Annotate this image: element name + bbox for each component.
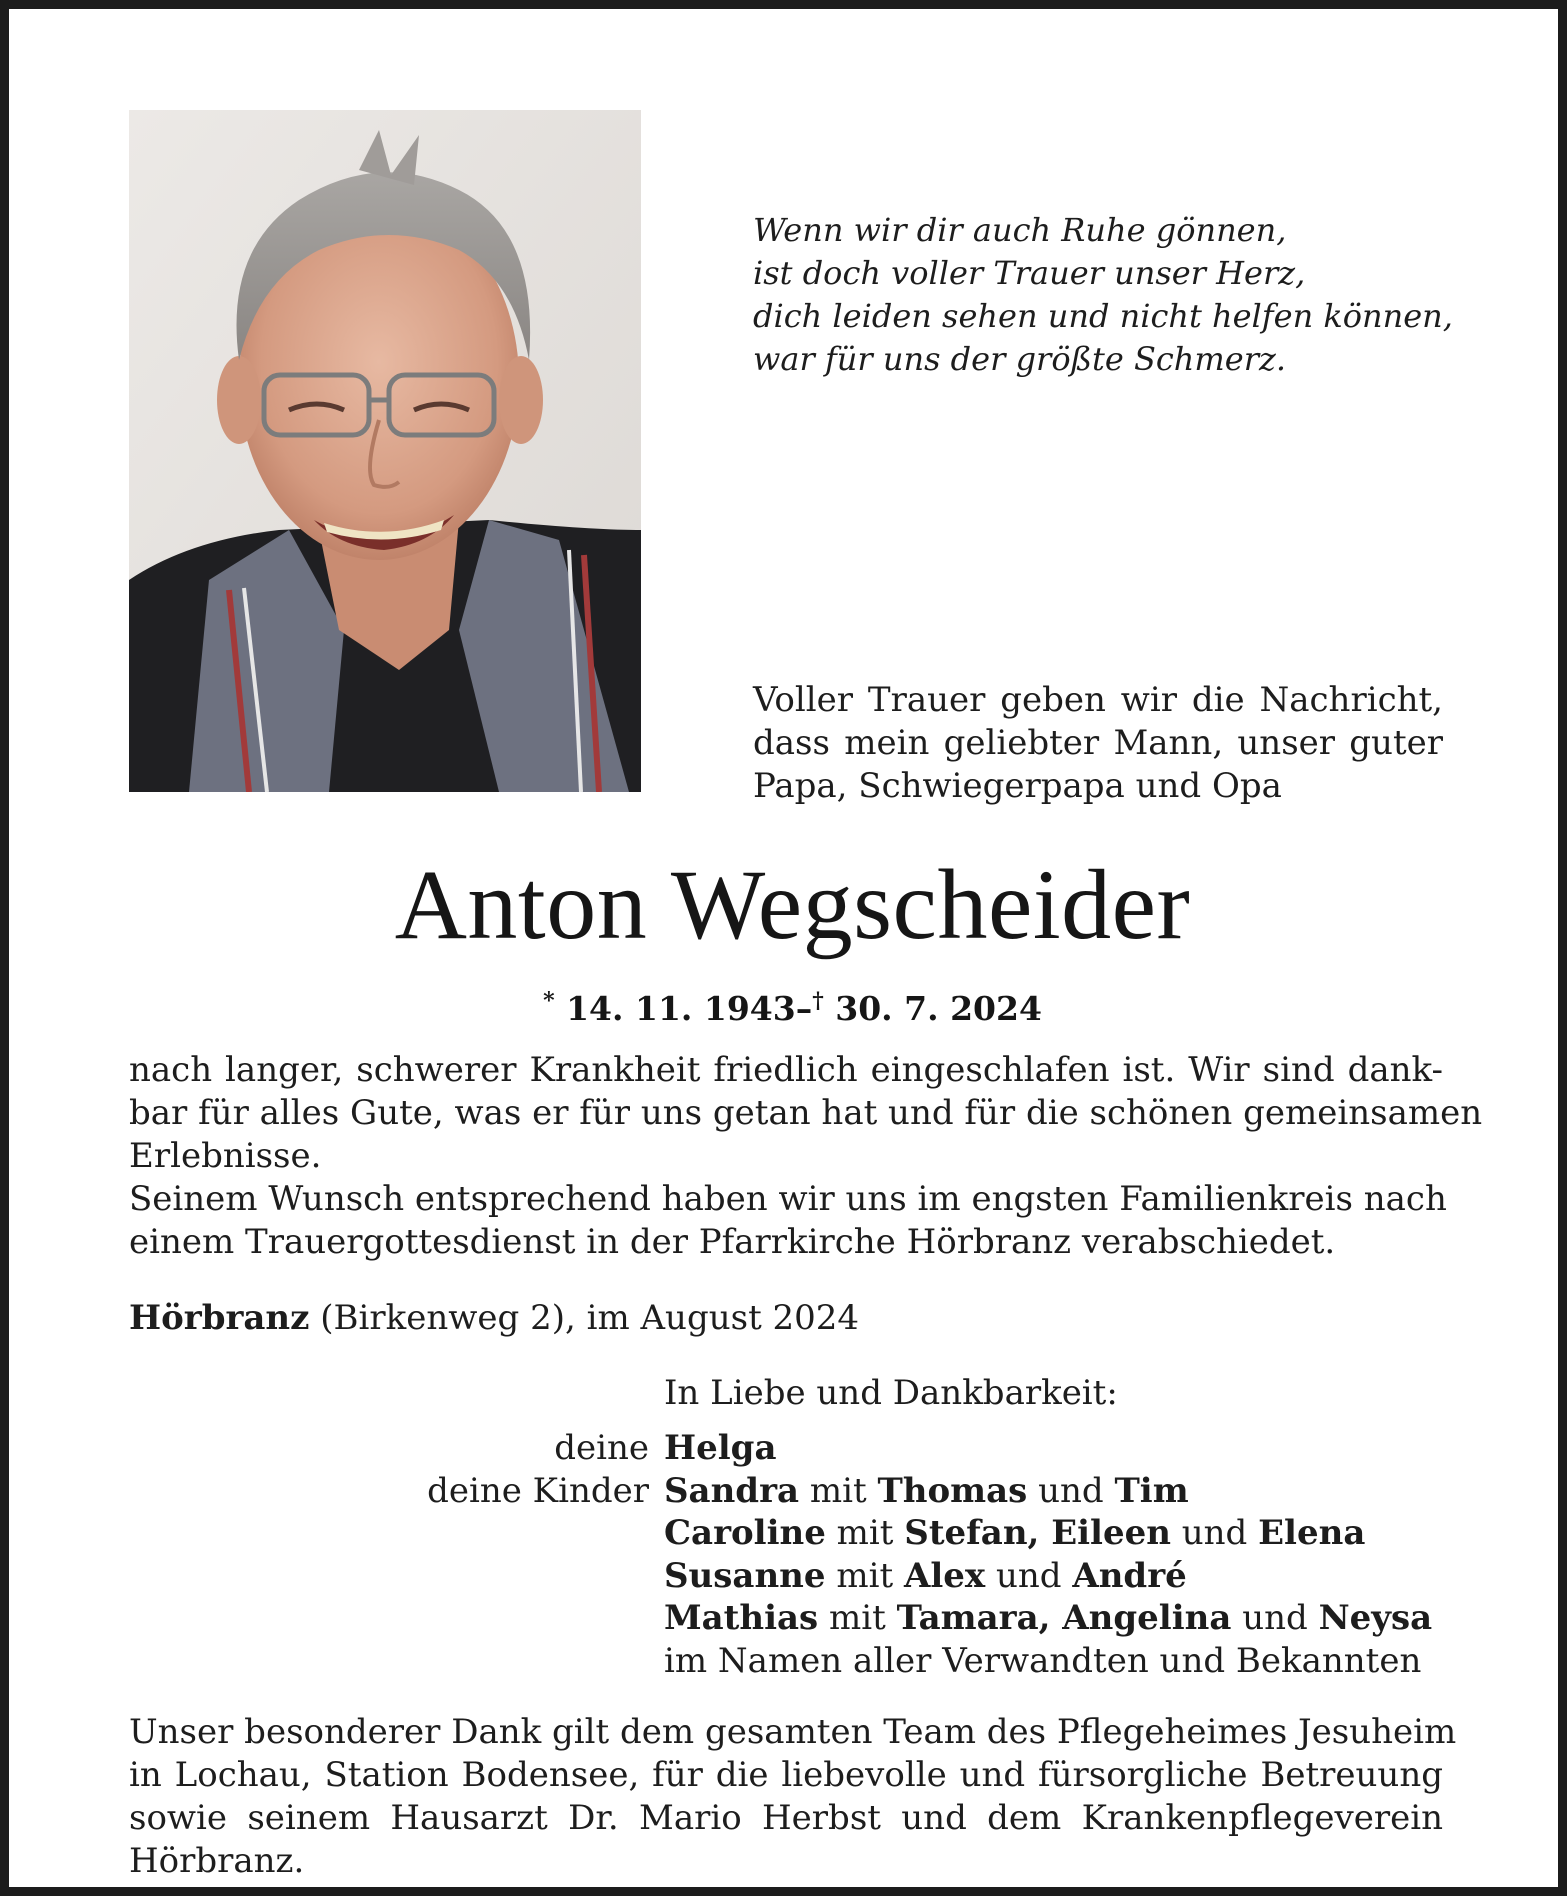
body-line: einem Trauergottesdienst in der Pfarrkirche Hörbranz verabschiedet. — [129, 1222, 1336, 1262]
family-closing: im Namen aller Verwandten und Bekannten — [664, 1640, 1422, 1681]
intro-line: dass mein geliebter Mann, unser guter — [753, 723, 1443, 763]
family-row-child — [9, 1470, 1567, 1513]
poem — [753, 209, 1473, 381]
death-date: 30. 7. 2024 — [835, 989, 1042, 1028]
family-member-name: Thomas — [877, 1470, 1028, 1511]
thanks-line: Unser besonderer Dank gilt dem gesamten Team des Pflegeheimes Jesuheim — [129, 1712, 1457, 1752]
announcement-body — [129, 1049, 1483, 1264]
family-intro: In Liebe und Dankbarkeit: — [664, 1373, 1118, 1413]
connector-text: mit — [818, 1598, 897, 1638]
family-member-name: Neysa — [1318, 1598, 1433, 1638]
poem-line: Wenn wir dir auch Ruhe gönnen, — [753, 211, 1287, 249]
family-row-child — [9, 1512, 1567, 1555]
body-line: Erlebnisse. — [129, 1136, 322, 1176]
acknowledgement — [129, 1711, 1457, 1883]
portrait-image — [129, 110, 641, 792]
birth-symbol: * — [543, 988, 555, 1014]
thanks-line: Hörbranz. — [129, 1841, 305, 1881]
family-member-name: Susanne — [664, 1555, 826, 1596]
poem-line: ist doch voller Trauer unser Herz, — [753, 254, 1306, 292]
date-separator: – — [795, 989, 813, 1028]
family-member-name: Mathias — [664, 1598, 819, 1638]
thanks-line: in Lochau, Station Bodensee, für die liebevolle und fürsorgliche Betreuung — [129, 1755, 1443, 1795]
child-line — [664, 1470, 1189, 1513]
connector-text: und — [1170, 1513, 1259, 1553]
place-town: Hörbranz — [129, 1298, 310, 1338]
family-member-name: Sandra — [664, 1470, 800, 1511]
connector-text: mit — [799, 1470, 878, 1511]
family-row-closing — [9, 1640, 1567, 1683]
family-member-name: Stefan, Eileen — [904, 1513, 1171, 1553]
wife-label: deine — [554, 1428, 649, 1468]
death-symbol: † — [812, 988, 824, 1014]
family-row-wife — [9, 1427, 1567, 1470]
place-and-date — [129, 1297, 1129, 1340]
body-line: nach langer, schwerer Krankheit friedlich eingeschlafen ist. Wir sind dank- — [129, 1050, 1443, 1090]
poem-line: war für uns der größte Schmerz. — [753, 340, 1287, 378]
place-rest: (Birkenweg 2), im August 2024 — [309, 1298, 860, 1338]
connector-text: und — [1231, 1598, 1319, 1638]
body-line: Seinem Wunsch entsprechend haben wir uns im engsten Familienkreis nach — [129, 1179, 1447, 1219]
family-member-name: Elena — [1258, 1513, 1366, 1553]
poem-line: dich leiden sehen und nicht helfen können, — [753, 297, 1453, 335]
wife-name: Helga — [664, 1428, 777, 1468]
family-member-name: Tamara, Angelina — [896, 1598, 1232, 1638]
child-line — [664, 1555, 1187, 1598]
birth-date: 14. 11. 1943 — [566, 989, 796, 1028]
intro-line: Voller Trauer geben wir die Nachricht, — [753, 680, 1443, 720]
thanks-line: sowie seinem Hausarzt Dr. Mario Herbst und dem Krankenpflegeverein — [129, 1798, 1443, 1838]
family-row-child — [9, 1555, 1567, 1598]
family-member-name: Tim — [1114, 1470, 1189, 1511]
mourners-list — [9, 1427, 1567, 1682]
family-member-name: Alex — [903, 1555, 986, 1596]
life-dates — [9, 981, 1567, 1029]
connector-text: und — [985, 1555, 1073, 1596]
portrait-photo — [129, 110, 641, 792]
intro-line: Papa, Schwiegerpapa und Opa — [753, 766, 1282, 806]
child-line — [664, 1597, 1432, 1640]
child-line — [664, 1512, 1365, 1555]
children-label: deine Kinder — [427, 1470, 649, 1511]
family-member-name: André — [1072, 1555, 1187, 1596]
connector-text: mit — [825, 1555, 904, 1596]
deceased-name: Anton Wegscheider — [394, 849, 1191, 960]
body-line: bar für alles Gute, was er für uns getan hat und für die schönen gemeinsamen — [129, 1093, 1483, 1133]
family-row-child — [9, 1597, 1567, 1640]
connector-text: mit — [825, 1513, 905, 1553]
connector-text: und — [1027, 1470, 1115, 1511]
announcement-intro — [753, 679, 1443, 808]
family-member-name: Caroline — [664, 1513, 826, 1553]
